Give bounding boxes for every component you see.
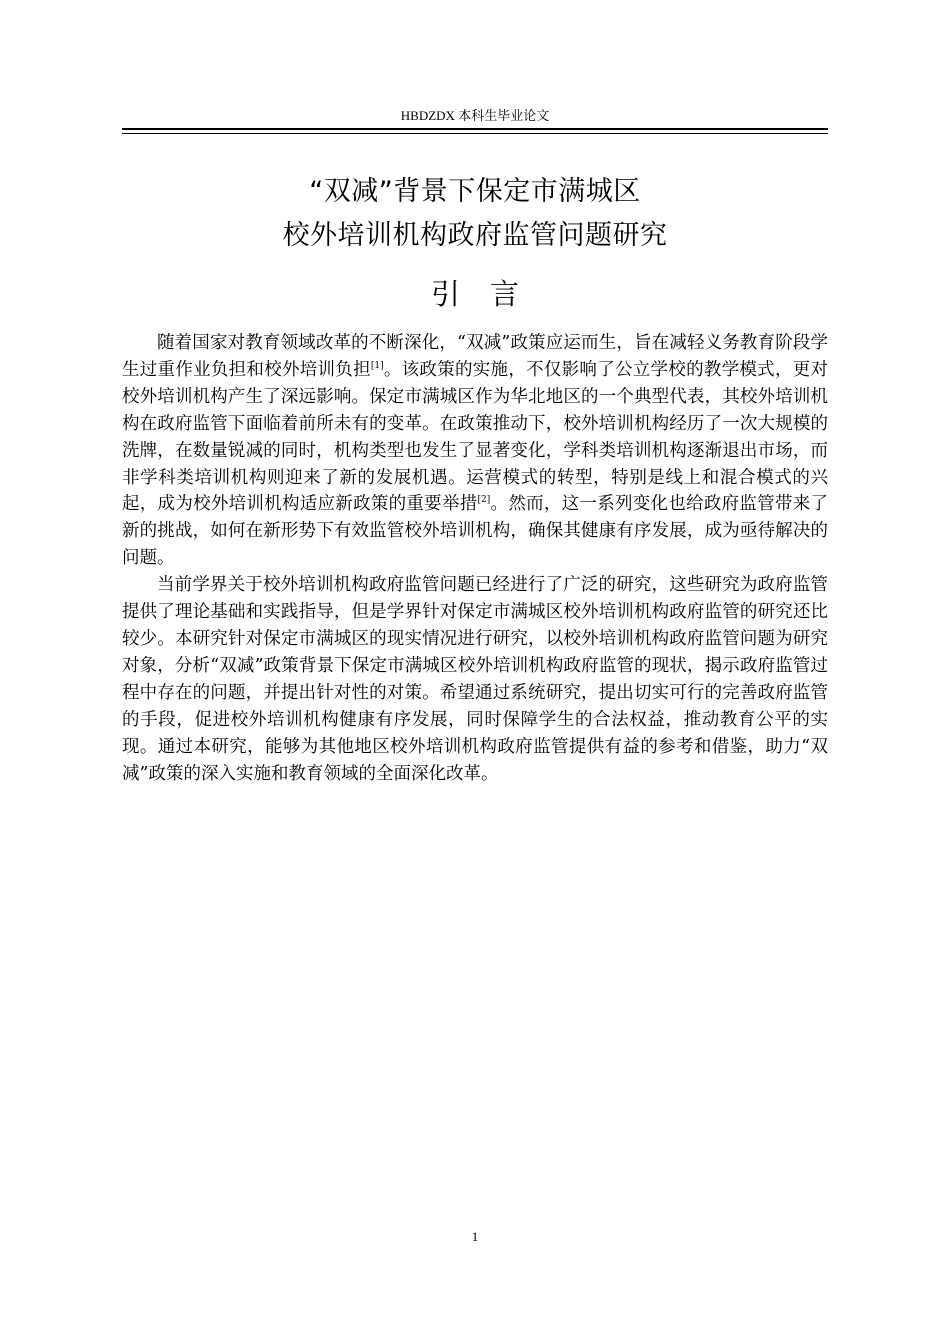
body-text [122, 330, 828, 787]
thesis-title-line-1: “双减”背景下保定市满城区 [309, 176, 641, 207]
paragraph-1-text-a: 随着国家对教育领域改革的不断深化，“双减”政策应运而生，旨在减轻义务教育阶段学生过重作业负担和校外培训负担 [122, 333, 828, 380]
header-rule-thin [122, 133, 828, 134]
citation-2: [2] [477, 495, 491, 506]
citation-1: [1] [370, 361, 384, 372]
thesis-title [122, 170, 828, 258]
paragraph-1 [122, 330, 828, 572]
running-header: HBDZDX 本科生毕业论文 [400, 108, 550, 123]
paragraph-1-text-c: 。然而，这一系列变化也给政府监管带来了新的挑战，如何在新形势下有效监管校外培训机构，确保其健康有序发展，成为亟待解决的问题。 [122, 494, 829, 569]
section-heading-introduction: 引言 [430, 277, 549, 311]
paragraph-1-text-b: 。该政策的实施，不仅影响了公立学校的教学模式，更对校外培训机构产生了深远影响。保定市满城区作为华北地区的一个典型代表，其校外培训机构在政府监管下面临着前所未有的变革。在政策推动下，校外培训机构经历了一次大规模的洗牌，在数量锐减的同时，机构类型也发生了显著变化，学科类培训机构逐渐退出市场，而非学科类培训机构则迎来了新的发展机遇。运营模式的转型，特别是线上和混合模式的兴起，成为校外培训机构适应新政策的重要举措 [122, 359, 828, 515]
header-rule-thick [122, 128, 828, 130]
page-number: 1 [471, 1229, 479, 1244]
thesis-title-line-2: 校外培训机构政府监管问题研究 [282, 220, 668, 251]
paragraph-2: 当前学界关于校外培训机构政府监管问题已经进行了广泛的研究，这些研究为政府监管提供了理论基础和实践指导，但是学界针对保定市满城区校外培训机构政府监管的研究还比较少。本研究针对保定市满城区的现实情况进行研究，以校外培训机构政府监管问题为研究对象，分析“双减”政策背景下保定市满城区校外培训机构政府监管的现状，揭示政府监管过程中存在的问题，并提出针对性的对策。希望通过系统研究，提出切实可行的完善政府监管的手段，促进校外培训机构健康有序发展，同时保障学生的合法权益，推动教育公平的实现。通过本研究，能够为其他地区校外培训机构政府监管提供有益的参考和借鉴，助力“双减”政策的深入实施和教育领域的全面深化改革。 [122, 575, 828, 784]
